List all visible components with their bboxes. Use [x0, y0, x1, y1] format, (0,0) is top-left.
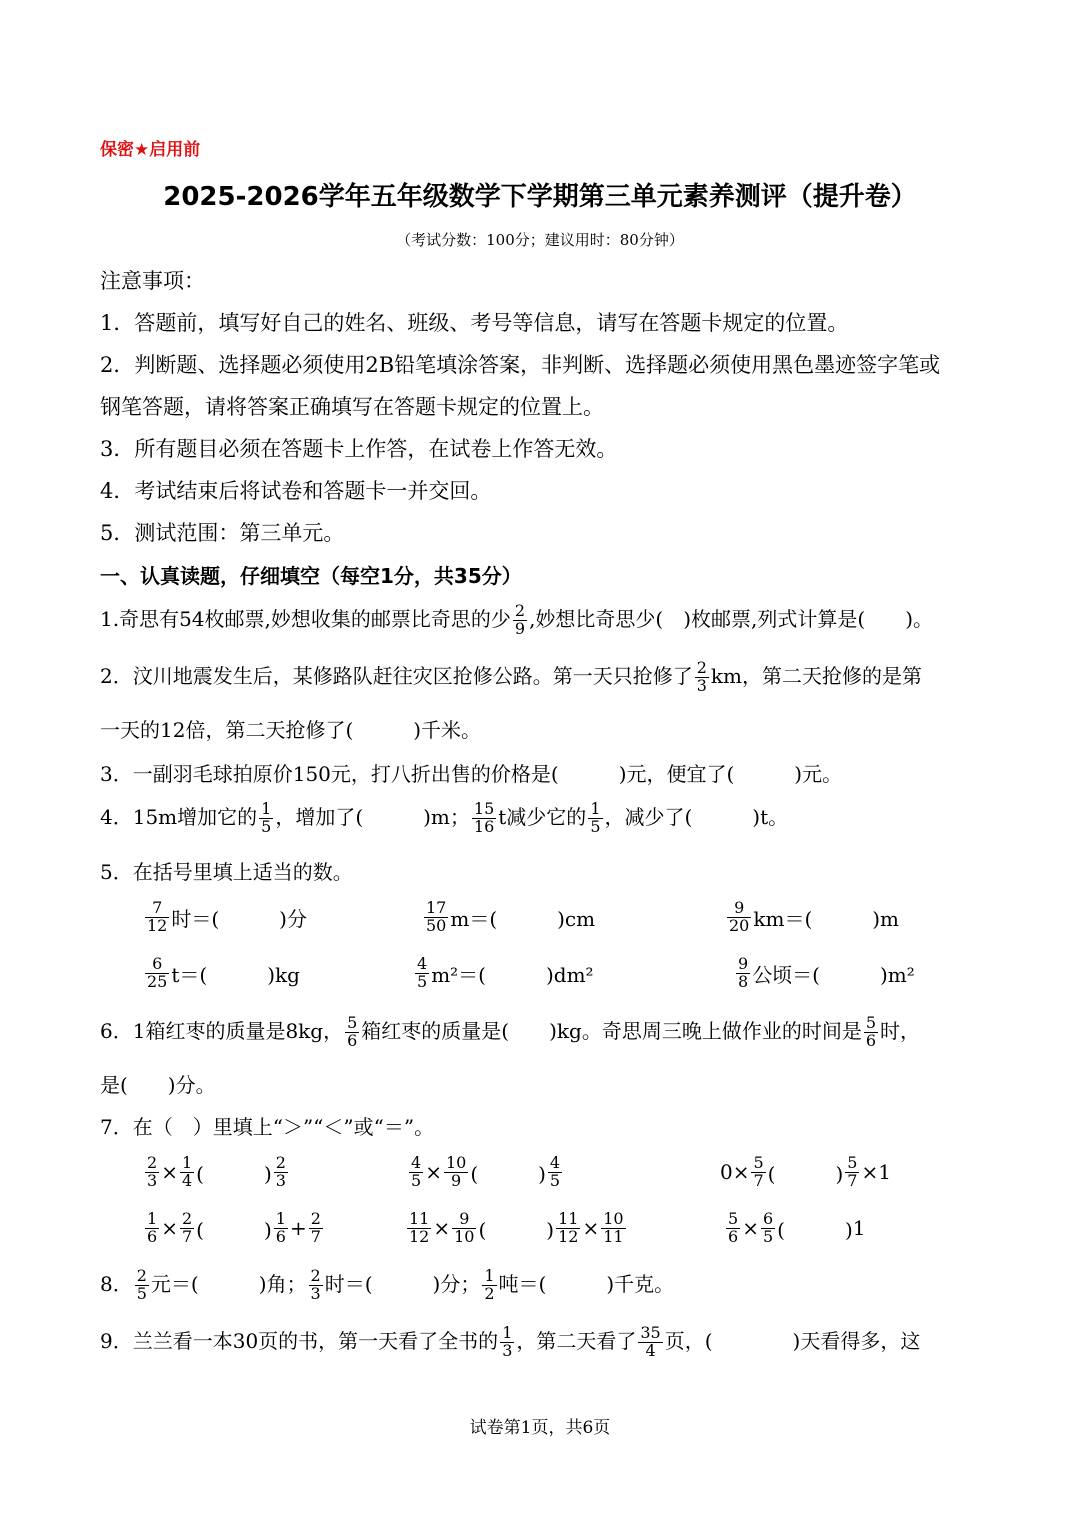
notes-heading: 注意事项：	[100, 269, 205, 293]
question-9: 9．兰兰看一本30页的书，第一天看了全书的 $\frac{1}{3}$ ，第二天看了 $\frac{35}{4}$ 页，( )天看得多，这	[100, 1323, 921, 1360]
fraction: $\frac{2}{9}$	[514, 601, 526, 638]
question-6: 6．1箱红枣的质量是8kg， $\frac{5}{6}$ 箱红枣的质量是( )kg。奇思周三晚上做作业的时间是 $\frac{5}{6}$ 时，	[100, 1013, 921, 1050]
question-2: 2．汶川地震发生后，某修路队赶往灾区抢修公路。第一天只抢修了 $\frac{2}{3}$ km，第二天抢修的是第	[100, 658, 923, 695]
fraction: $\frac{2}{3}$	[696, 658, 707, 695]
conversion-item: 4 5 m²＝( )dm²	[417, 954, 594, 991]
question-6-line-2: 是( )分。	[100, 1073, 216, 1097]
conversion-item: 7 12 时＝( )分	[147, 898, 307, 935]
exam-title: 2025-2026学年五年级数学下学期第三单元素养测评（提升卷）	[163, 182, 917, 212]
note-item: 2．判断题、选择题必须使用2B铅笔填涂答案，非判断、选择题必须使用黑色墨迹签字笔或	[100, 353, 941, 377]
compare-item: $\frac{1}{6}$ × $\frac{2}{7}$ ( ) 1 6 + $\frac{2}{7}$	[147, 1209, 321, 1246]
note-item: 4．考试结束后将试卷和答题卡一并交回。	[100, 479, 492, 503]
compare-item: $\frac{4}{5}$ × $\frac{10}{9}$ ( ) 4 5	[411, 1153, 561, 1190]
conversion-item: 17 50 m＝( )cm	[426, 898, 596, 935]
question-7: 7．在（ ）里填上“＞”“＜”或“＝”。	[100, 1115, 435, 1139]
question-4: 4．15m增加它的 $\frac{1}{5}$ ，增加了( )m； $\frac{15}{16}$ t减少它的 $\frac{1}{5}$ ，减少了( )t。	[100, 799, 789, 836]
compare-item: $\frac{2}{3}$ × $\frac{1}{4}$ ( ) 2 3	[147, 1153, 286, 1190]
exam-subtitle: （考试分数：100分；建议用时：80分钟）	[396, 231, 684, 249]
section-heading: 一、认真读题，仔细填空（每空1分，共35分）	[100, 564, 522, 588]
compare-item: $\frac{5}{6}$ × $\frac{6}{5}$ ( ) 1	[728, 1209, 866, 1246]
question-2-line-2: 一天的12倍，第二天抢修了( )千米。	[100, 718, 482, 742]
note-item: 3．所有题目必须在答题卡上作答，在试卷上作答无效。	[100, 437, 618, 461]
page-footer: 试卷第1页，共6页	[469, 1418, 611, 1438]
question-5: 5．在括号里填上适当的数。	[100, 860, 353, 884]
conversion-item: 9 8 公顷＝( )m²	[738, 954, 915, 991]
note-item: 1．答题前，填写好自己的姓名、班级、考号等信息，请写在答题卡规定的位置。	[100, 311, 849, 335]
confidential-label: 保密★启用前	[100, 140, 201, 160]
compare-item: 0× $\frac{5}{7}$ ( ) $\frac{5}{7}$ ×1	[720, 1153, 891, 1190]
conversion-item: 6 25 t＝( )kg	[147, 954, 300, 991]
conversion-item: 9 20 km＝( )m	[729, 898, 900, 935]
compare-item: $\frac{11}{12}$ × $\frac{9}{10}$ ( ) $\frac{11}{12}$ × $\frac{10}{11}$	[409, 1209, 624, 1246]
question-3: 3．一副羽毛球拍原价150元，打八折出售的价格是( )元，便宜了( )元。	[100, 762, 843, 786]
question-1: 1.奇思有54枚邮票,妙想收集的邮票比奇思的少 $\frac{2}{9}$ ,妙想比奇思少( )枚邮票,列式计算是( )。	[100, 601, 934, 638]
question-8: 8． $\frac{2}{5}$ 元＝( )角； $\frac{2}{3}$ 时＝( )分； $\frac{1}{2}$ 吨＝( )千克。	[100, 1266, 675, 1303]
note-item: 钢笔答题，请将答案正确填写在答题卡规定的位置上。	[100, 395, 604, 419]
note-item: 5．测试范围：第三单元。	[100, 521, 345, 545]
